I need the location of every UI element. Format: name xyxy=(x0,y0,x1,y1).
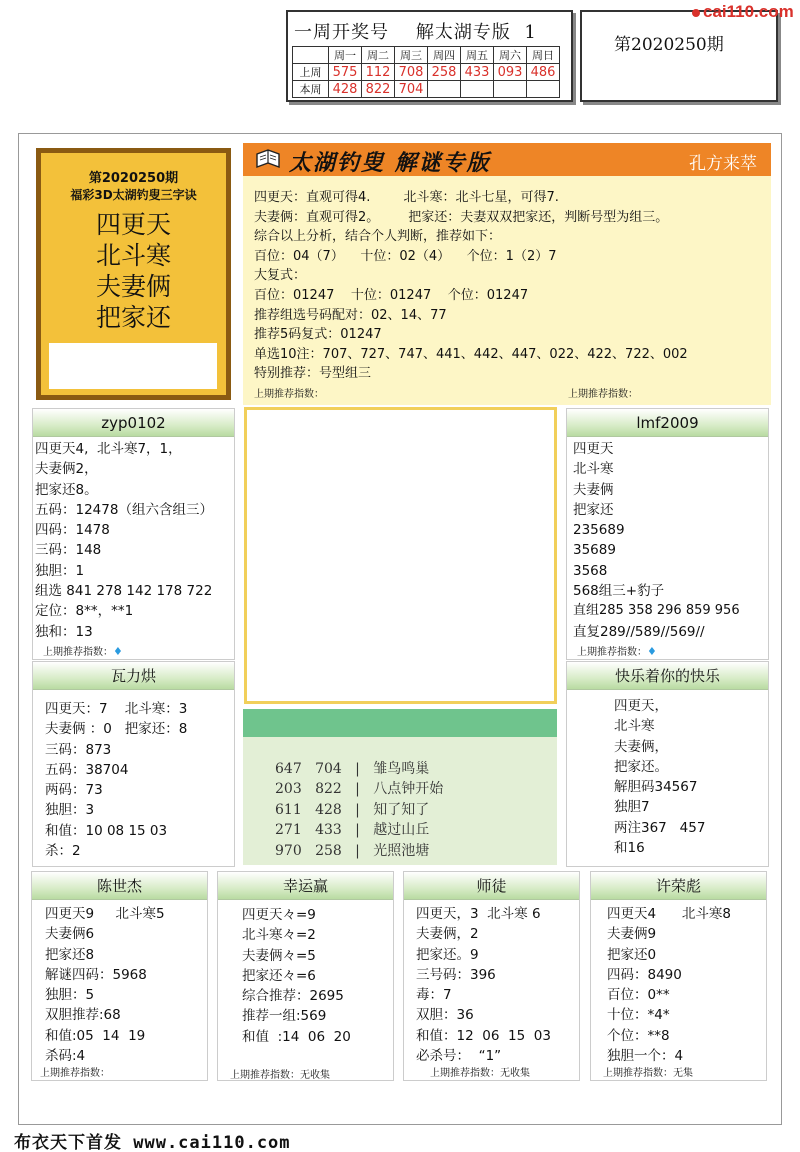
expert-line: 独胆一个：4 xyxy=(607,1048,684,1065)
day-header: 周四 xyxy=(428,47,461,64)
expert-line: 定位：8**，**1 xyxy=(35,603,134,620)
expert-line: 直复289//589//569// xyxy=(573,623,705,640)
poem-line: 611 428 | 知了知了 xyxy=(275,801,430,818)
day-header: 周日 xyxy=(527,47,560,64)
card-issue: 第2020250期 xyxy=(88,171,179,186)
day-header: 周一 xyxy=(329,47,362,64)
main-panel-header xyxy=(243,143,771,176)
expert-name: 师徒 xyxy=(404,872,579,900)
draw-number: 428 xyxy=(329,81,362,98)
recommend-index xyxy=(577,643,657,658)
recommend-index: 上期推荐指数：无收集 xyxy=(230,1070,330,1081)
card-blank-area xyxy=(49,343,217,389)
expert-box-kuaile xyxy=(566,661,769,867)
poem-num: 647 xyxy=(275,761,302,777)
expert-line: 把家还8 xyxy=(45,946,95,963)
expert-line: 把家还 xyxy=(573,501,614,518)
draw-number: 433 xyxy=(461,64,494,81)
poem-line: 271 433 | 越过山丘 xyxy=(275,822,430,839)
expert-line: 四更天， xyxy=(614,698,668,714)
expert-line: 直组285 358 296 859 956 xyxy=(573,603,740,619)
day-header: 周五 xyxy=(461,47,494,64)
expert-line: 北斗寒々=2 xyxy=(242,927,316,944)
expert-line: 3568 xyxy=(573,562,608,579)
riddle-line: 北斗寒 xyxy=(95,241,171,270)
expert-line: 和值：10 08 15 03 xyxy=(45,822,168,839)
footer-credit: 布衣天下首发 www.cai110.com xyxy=(14,1133,291,1152)
main-panel-author: 孔方来萃 xyxy=(689,154,757,174)
expert-line: 四更天 xyxy=(573,441,614,457)
draw-number: 822 xyxy=(362,81,395,98)
recommend-index: 上期推荐指数： xyxy=(40,1068,110,1079)
draw-number: 093 xyxy=(494,64,527,81)
analysis-line: 百位：01247 十位：01247 个位：01247 xyxy=(254,287,529,303)
poem-num: 271 xyxy=(275,822,302,839)
expert-body xyxy=(35,439,236,642)
book-icon xyxy=(255,148,281,170)
expert-body xyxy=(573,439,774,642)
recommend-index xyxy=(43,643,123,658)
draw-number xyxy=(494,81,527,98)
draw-number: 486 xyxy=(527,64,560,81)
expert-line: 十位：*4* xyxy=(607,1007,670,1024)
expert-line: 和值:05 14 19 xyxy=(45,1027,146,1044)
expert-line: 四码：1478 xyxy=(35,522,110,539)
expert-name: lmf2009 xyxy=(567,409,768,437)
expert-box-shitu xyxy=(403,871,580,1081)
poem-num: 970 xyxy=(275,842,302,859)
draw-number: 258 xyxy=(428,64,461,81)
site-logo-text: cai110.com xyxy=(703,2,794,21)
expert-line: 独胆：1 xyxy=(35,562,85,579)
day-header: 周二 xyxy=(362,47,395,64)
expert-line: 四更天9 北斗寒5 xyxy=(45,906,165,922)
issue-box xyxy=(580,10,778,102)
draw-number: 575 xyxy=(329,64,362,81)
draw-number: 708 xyxy=(395,64,428,81)
poem-text: 雏鸟鸣巢 xyxy=(373,761,430,777)
riddle-line: 四更天 xyxy=(95,210,171,239)
expert-line: 四码：8490 xyxy=(607,966,682,983)
expert-line: 杀码:4 xyxy=(45,1048,86,1065)
expert-line: 推荐一组:569 xyxy=(242,1008,327,1025)
expert-line: 把家还々=6 xyxy=(242,967,316,984)
draw-number: 704 xyxy=(395,81,428,98)
poem-panel xyxy=(243,737,557,865)
expert-line: 独和：13 xyxy=(35,623,93,640)
analysis-line: 特别推荐：号型组三 xyxy=(254,366,372,382)
riddle-card xyxy=(36,148,231,400)
poem-num: 611 xyxy=(275,801,302,818)
main-panel-title: 太湖钓叟 解谜专版 xyxy=(289,150,491,176)
expert-name: 快乐着你的快乐 xyxy=(567,662,768,690)
expert-line: 把家还8。 xyxy=(35,481,98,498)
expert-line: 和值 :14 06 20 xyxy=(242,1028,351,1045)
expert-line: 独胆：3 xyxy=(45,802,95,819)
expert-line: 把家还0 xyxy=(607,946,657,963)
issue-number: 第2020250期 xyxy=(614,35,724,55)
weekly-draw-title xyxy=(294,18,537,44)
main-panel xyxy=(243,143,771,405)
expert-line: 杀：2 xyxy=(45,843,81,860)
row-label: 上周 xyxy=(293,64,329,81)
expert-line: 夫妻俩6 xyxy=(45,926,95,943)
expert-line: 独胆：5 xyxy=(45,987,95,1004)
expert-body xyxy=(416,904,591,1066)
riddle-line: 把家还 xyxy=(95,303,171,332)
corner-cell xyxy=(293,47,329,64)
day-header: 周三 xyxy=(395,47,428,64)
poem-text: 光照池塘 xyxy=(373,842,430,859)
expert-line: 两码：73 xyxy=(45,782,103,799)
expert-line: 双胆推荐:68 xyxy=(45,1007,121,1024)
expert-body xyxy=(45,699,246,861)
draw-table xyxy=(292,46,560,98)
expert-line: 三号码：396 xyxy=(416,966,496,983)
title-left: 一周开奖号 xyxy=(294,22,389,43)
table-row xyxy=(293,81,560,98)
recommend-index-label: 上期推荐指数： xyxy=(577,647,647,658)
weekly-draw-box xyxy=(286,10,573,102)
analysis-line: 综合以上分析，结合个人判断，推荐如下： xyxy=(254,229,502,245)
expert-line: 四更天々=9 xyxy=(242,907,316,923)
diamond-icon: ♦ xyxy=(647,645,657,658)
expert-line: 把家还。9 xyxy=(416,946,479,963)
diamond-icon: ♦ xyxy=(113,645,123,658)
expert-line: 北斗寒 xyxy=(573,461,614,478)
table-row xyxy=(293,64,560,81)
recommend-index-label: 上期推荐指数： xyxy=(43,647,113,658)
expert-box-chenshijie xyxy=(31,871,208,1081)
expert-body xyxy=(45,904,220,1066)
expert-name: 陈世杰 xyxy=(32,872,207,900)
analysis-line: 百位：04（7） 十位：02（4） 个位：1（2）7 xyxy=(254,248,557,264)
card-subtitle: 福彩3D太湖钓叟三字诀 xyxy=(70,188,197,202)
riddle-card-inner xyxy=(41,153,226,395)
title-right: 解太湖专版 xyxy=(415,22,511,43)
expert-box-lmf2009 xyxy=(566,408,769,660)
expert-line: 解胆码34567 xyxy=(614,779,698,796)
expert-line: 独胆7 xyxy=(614,799,650,816)
expert-line: 三码：873 xyxy=(45,741,112,758)
draw-number xyxy=(461,81,494,98)
recommend-index: 上期推荐指数：无集 xyxy=(603,1068,693,1079)
expert-name: zyp0102 xyxy=(33,409,234,437)
title-num: 1 xyxy=(524,22,537,43)
draw-number: 112 xyxy=(362,64,395,81)
expert-body xyxy=(242,905,417,1047)
poem-text: 知了知了 xyxy=(373,801,430,818)
table-row xyxy=(293,47,560,64)
analysis-line: 推荐组选号码配对：02、14、77 xyxy=(254,307,447,323)
recommend-index-right: 上期推荐指数： xyxy=(568,389,638,400)
expert-name: 幸运赢 xyxy=(218,872,393,900)
expert-line: 北斗寒 xyxy=(614,718,655,735)
site-logo[interactable] xyxy=(692,2,794,22)
expert-name: 许荣彪 xyxy=(591,872,766,900)
expert-line: 夫妻俩 ：0 把家还：8 xyxy=(45,721,188,738)
expert-box-walihong xyxy=(32,661,235,867)
center-image-area xyxy=(244,407,557,704)
poem-num2: 433 xyxy=(315,822,342,839)
expert-line: 夫妻俩9 xyxy=(607,926,657,943)
expert-line: 综合推荐：2695 xyxy=(242,988,344,1005)
expert-line: 四更天，3 北斗寒 6 xyxy=(416,906,541,922)
expert-line: 夫妻俩，2 xyxy=(416,926,479,943)
poem-lines xyxy=(275,759,443,861)
expert-line: 把家还。 xyxy=(614,758,668,775)
expert-line: 解谜四码：5968 xyxy=(45,966,147,983)
main-panel-body xyxy=(254,188,688,384)
poem-num2: 704 xyxy=(315,761,342,777)
card-riddle xyxy=(41,209,226,333)
expert-box-xurongbiao xyxy=(590,871,767,1081)
poem-line: 203 822 | 八点钟开始 xyxy=(275,781,444,798)
analysis-line: 推荐5码复式：01247 xyxy=(254,327,382,343)
expert-name: 瓦力烘 xyxy=(33,662,234,690)
expert-line: 四更天4 北斗寒8 xyxy=(607,906,731,922)
center-green-bar xyxy=(243,709,557,737)
poem-line: 970 258 | 光照池塘 xyxy=(275,842,430,859)
analysis-line: 夫妻俩：直观可得2。 把家还：夫妻双双把家还，判断号型为组三。 xyxy=(254,209,669,225)
poem-text: 越过山丘 xyxy=(373,822,430,839)
expert-line: 五码：38704 xyxy=(45,761,129,778)
expert-box-xingyunying xyxy=(217,871,394,1081)
expert-line: 235689 xyxy=(573,522,625,539)
expert-box-zyp0102 xyxy=(32,408,235,660)
analysis-line: 单选10注：707、727、747、441、442、447、022、422、722、002 xyxy=(254,346,688,362)
expert-line: 百位：0** xyxy=(607,987,670,1004)
recommend-index: 上期推荐指数：无收集 xyxy=(430,1068,530,1079)
poem-num2: 428 xyxy=(315,801,342,818)
logo-dot-icon xyxy=(692,9,700,17)
expert-line: 毒：7 xyxy=(416,987,452,1004)
riddle-line: 夫妻俩 xyxy=(95,272,171,301)
expert-line: 和值：12 06 15 03 xyxy=(416,1027,551,1044)
expert-body xyxy=(614,696,800,858)
expert-line: 个位：**8 xyxy=(607,1027,670,1044)
expert-body xyxy=(607,904,782,1066)
expert-line: 夫妻俩々=5 xyxy=(242,947,316,964)
expert-line: 四更天：7 北斗寒：3 xyxy=(45,701,188,717)
expert-line: 双胆：36 xyxy=(416,1007,474,1024)
poem-num2: 822 xyxy=(315,781,342,798)
expert-line: 和16 xyxy=(614,840,645,857)
expert-line: 五码：12478（组六含组三） xyxy=(35,501,213,518)
analysis-line: 四更天：直观可得4. 北斗寒：北斗七星，可得7. xyxy=(254,190,559,205)
expert-line: 夫妻俩， xyxy=(614,738,668,755)
draw-number xyxy=(527,81,560,98)
poem-num: 203 xyxy=(275,781,302,798)
poem-line: 647 704 | 雏鸟鸣巢 xyxy=(275,761,430,777)
recommend-index-left: 上期推荐指数： xyxy=(254,389,324,400)
day-header: 周六 xyxy=(494,47,527,64)
expert-line: 35689 xyxy=(573,542,616,559)
analysis-line: 大复式： xyxy=(254,268,307,284)
draw-number xyxy=(428,81,461,98)
expert-line: 三码：148 xyxy=(35,542,102,559)
expert-line: 组选 841 278 142 178 722 xyxy=(35,583,213,600)
expert-line: 两注367 457 xyxy=(614,819,706,836)
expert-line: 必杀号： “1” xyxy=(416,1048,502,1065)
poem-num2: 258 xyxy=(315,842,342,859)
expert-line: 夫妻俩2， xyxy=(35,461,98,478)
poem-text: 八点钟开始 xyxy=(373,781,444,798)
expert-line: 四更天4, 北斗寒7，1， xyxy=(35,441,182,457)
expert-line: 568组三+豹子 xyxy=(573,583,665,600)
expert-line: 夫妻俩 xyxy=(573,481,614,498)
row-label: 本周 xyxy=(293,81,329,98)
